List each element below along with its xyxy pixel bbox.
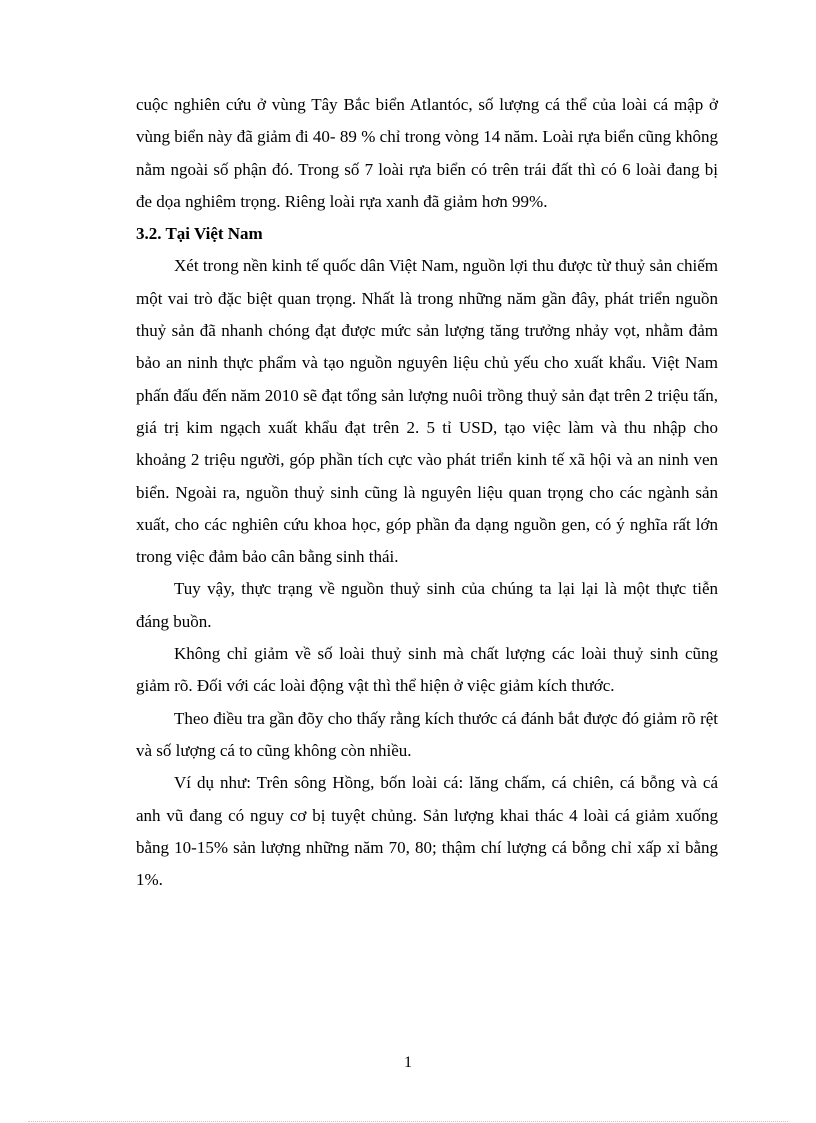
page-bottom-divider bbox=[28, 1121, 788, 1122]
paragraph-economy: Xét trong nền kinh tế quốc dân Việt Nam, nguồn lợi thu được từ thuỷ sản chiếm một vai trò đặc biệt quan trọng. Nhất là trong những năm gần đây, phát triển nguồn thuỷ sản đã nhanh chóng đạt được mức sản lượng tăng trưởng nhảy vọt, nhằm đảm bảo an ninh thực phẩm và tạo nguồn nguyên liệu chủ yếu cho xuất khẩu. Việt Nam phấn đấu đến năm 2010 sẽ đạt tổng sản lượng nuôi trồng thuỷ sản đạt trên 2 triệu tấn, giá trị kim ngạch xuất khẩu đạt trên 2. 5 tỉ USD, tạo việc làm và thu nhập cho khoảng 2 triệu người, góp phần tích cực vào phát triển kinh tế xã hội và an ninh ven biển. Ngoài ra, nguồn thuỷ sinh cũng là nguyên liệu quan trọng cho các ngành sản xuất, cho các nghiên cứu khoa học, góp phần đa dạng nguồn gen, có ý nghĩa rất lớn trong việc đảm bảo cân bằng sinh thái. bbox=[136, 256, 718, 567]
paragraph-sharks-turtles: cuộc nghiên cứu ở vùng Tây Bắc biển Atlantóc, số lượng cá thể của loài cá mập ở vùng biển này đã giảm đi 40- 89 % chỉ trong vòng 14 năm. Loài rựa biển cũng không nằm ngoài số phận đó. Trong số 7 loài rựa biển có trên trái đất thì có 6 loài đang bị đe dọa nghiêm trọng. Riêng loài rựa xanh đã giảm hơn 99%. bbox=[136, 95, 718, 211]
page-number: 1 bbox=[404, 1054, 412, 1071]
paragraph-quality: Không chỉ giảm về số loài thuỷ sinh mà chất lượng các loài thuỷ sinh cũng giảm rõ. Đối với các loài động vật thì thể hiện ở việc giảm kích thước. bbox=[136, 644, 718, 696]
document-body bbox=[136, 89, 718, 896]
paragraph-survey: Theo điều tra gần đõy cho thấy rằng kích thước cá đánh bắt được đó giảm rõ rệt và số lượng cá to cũng không còn nhiều. bbox=[136, 708, 718, 760]
section-heading-vietnam: 3.2. Tại Việt Nam bbox=[136, 224, 263, 244]
paragraph-example: Ví dụ như: Trên sông Hồng, bốn loài cá: lăng chấm, cá chiên, cá bỗng và cá anh vũ đang có nguy cơ bị tuyệt chủng. Sản lượng khai thác 4 loài cá giảm xuống bằng 10-15% sản lượng những năm 70, 80; thậm chí lượng cá bỗng chỉ xấp xỉ bằng 1%. bbox=[136, 773, 718, 890]
paragraph-reality: Tuy vậy, thực trạng về nguồn thuỷ sinh của chúng ta lại lại là một thực tiễn đáng buồn. bbox=[136, 579, 718, 631]
